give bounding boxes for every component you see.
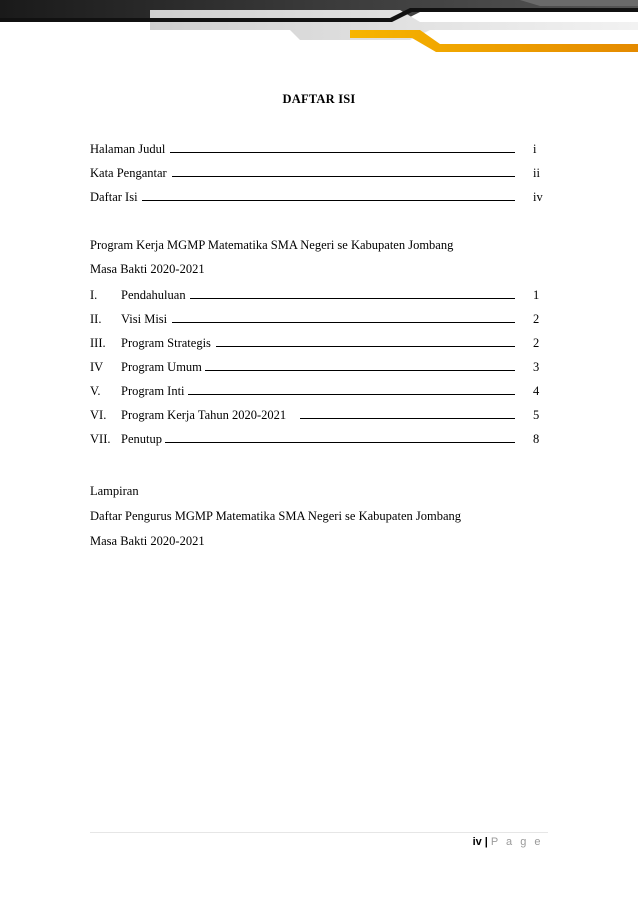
toc-entry-page: 4 xyxy=(533,384,540,398)
toc-entry-label: Kata Pengantar xyxy=(90,164,170,182)
leader-line xyxy=(188,382,515,395)
toc-entry-halaman-judul[interactable] xyxy=(90,140,547,158)
leader-line xyxy=(300,406,515,419)
toc-entry-kata-pengantar[interactable] xyxy=(90,164,547,182)
toc-entry-penutup[interactable] xyxy=(90,430,547,448)
appendix-line-1: Daftar Pengurus MGMP Matematika SMA Negeri se Kabupaten Jombang xyxy=(90,509,461,523)
toc-entry-daftar-isi[interactable] xyxy=(90,188,547,206)
toc-entry-number: V. xyxy=(90,384,101,398)
toc-entry-program-inti[interactable] xyxy=(90,382,547,400)
toc-entry-program-kerja[interactable] xyxy=(90,406,547,424)
toc-entry-number: VII. xyxy=(90,432,111,446)
toc-entry-page: 1 xyxy=(533,288,540,302)
toc-entry-label: Pendahuluan xyxy=(121,286,189,304)
footer-page-number: iv xyxy=(472,836,482,848)
toc-entry-number: III. xyxy=(90,336,106,350)
toc-entry-number: VI. xyxy=(90,408,107,422)
leader-line xyxy=(190,286,515,299)
toc-entry-label: Program Kerja Tahun 2020-2021 xyxy=(121,406,289,424)
page-footer xyxy=(473,836,543,848)
toc-entry-program-umum[interactable] xyxy=(90,358,547,376)
toc-entry-program-strategis[interactable] xyxy=(90,334,547,352)
toc-entry-page: i xyxy=(533,142,537,156)
toc-entry-page: iv xyxy=(533,190,543,204)
toc-entry-label: Program Inti xyxy=(121,382,188,400)
toc-entry-number: I. xyxy=(90,288,98,302)
toc-entry-label: Daftar Isi xyxy=(90,188,141,206)
leader-line xyxy=(172,310,515,323)
header-decorative-band xyxy=(0,0,638,60)
toc-entry-page: 5 xyxy=(533,408,540,422)
toc-entry-page: 2 xyxy=(533,336,540,350)
page-title: DAFTAR ISI xyxy=(282,92,356,106)
leader-line xyxy=(172,164,515,177)
toc-entry-pendahuluan[interactable] xyxy=(90,286,547,304)
toc-entry-label: Program Umum xyxy=(121,358,205,376)
toc-entry-number: II. xyxy=(90,312,102,326)
toc-entry-page: ii xyxy=(533,166,540,180)
leader-line xyxy=(204,358,515,371)
leader-line xyxy=(170,140,515,153)
toc-entry-page: 3 xyxy=(533,360,540,374)
toc-entry-page: 2 xyxy=(533,312,540,326)
toc-entry-page: 8 xyxy=(533,432,540,446)
toc-entry-visi-misi[interactable] xyxy=(90,310,547,328)
appendix-line-2: Masa Bakti 2020-2021 xyxy=(90,534,205,548)
leader-line xyxy=(216,334,515,347)
toc-entry-number: IV xyxy=(90,360,104,374)
leader-line xyxy=(164,430,515,443)
toc-entry-label: Program Strategis xyxy=(121,334,214,352)
appendix-heading: Lampiran xyxy=(90,484,139,498)
program-heading-line-1: Program Kerja MGMP Matematika SMA Negeri se Kabupaten Jombang xyxy=(90,238,454,252)
footer-page-word: P a g e xyxy=(490,836,543,848)
toc-entry-label: Halaman Judul xyxy=(90,140,168,158)
leader-line xyxy=(142,188,515,201)
footer-divider xyxy=(90,832,548,833)
toc-entry-label: Visi Misi xyxy=(121,310,170,328)
footer-separator: | xyxy=(484,836,488,848)
toc-entry-label: Penutup xyxy=(121,430,165,448)
program-heading-line-2: Masa Bakti 2020-2021 xyxy=(90,262,205,276)
